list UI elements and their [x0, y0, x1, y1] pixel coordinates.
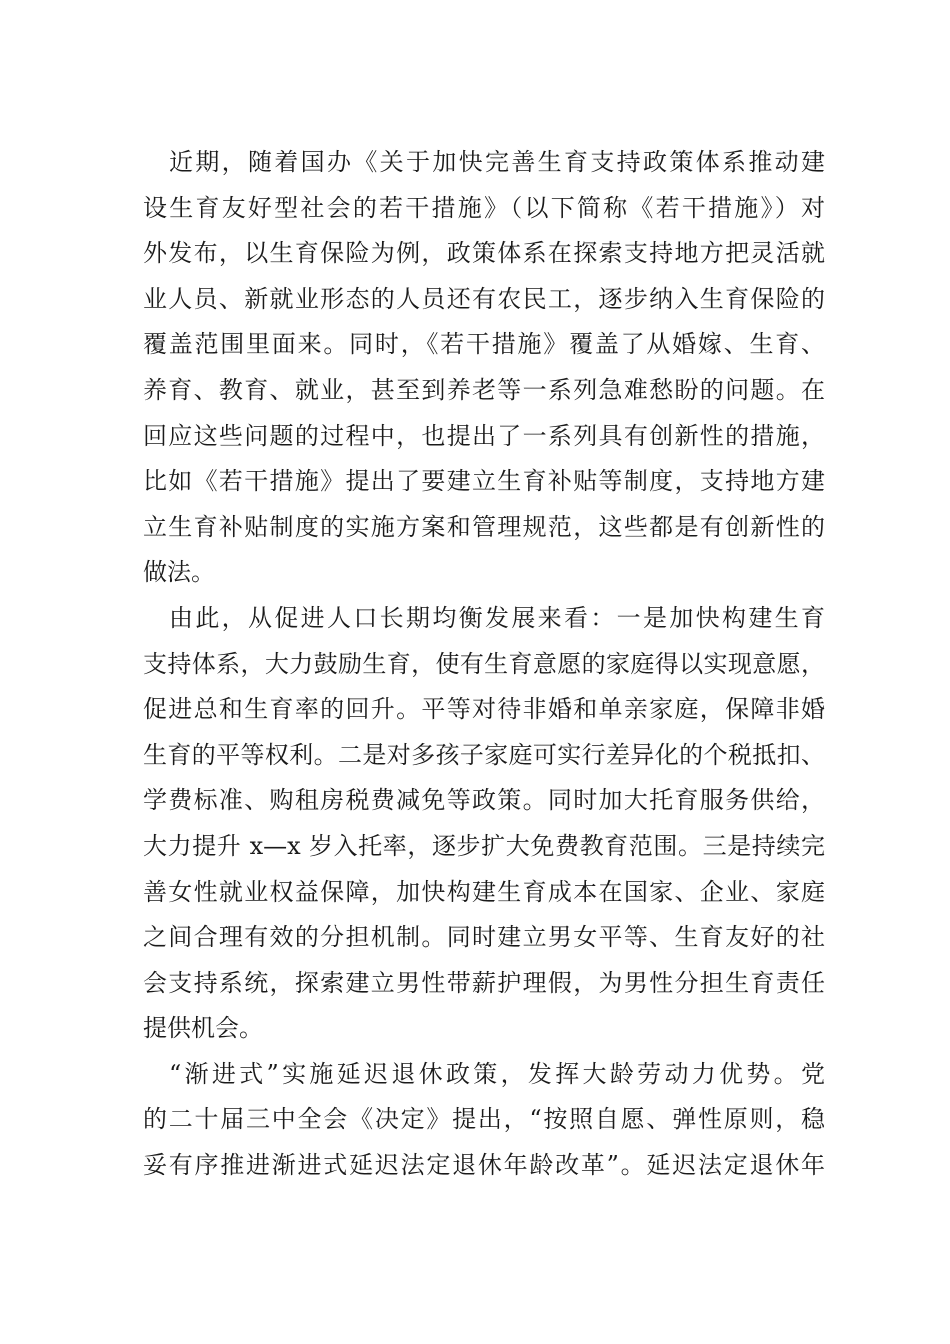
text-line: 外发布，以生育保险为例，政策体系在探索支持地方把灵活就 — [143, 239, 825, 268]
text-line: “渐进式”实施延迟退休政策，发挥大龄劳动力优势。党 — [169, 1059, 825, 1088]
text-line: 由此，从促进人口长期均衡发展来看：一是加快构建生育 — [169, 603, 825, 632]
text-line: 近期，随着国办《关于加快完善生育支持政策体系推动建 — [169, 148, 825, 176]
paragraph-3 — [143, 1052, 825, 1189]
text-line: 做法。 — [143, 558, 215, 587]
text-line: 学费标准、购租房税费减免等政策。同时加大托育服务供给， — [143, 786, 825, 815]
text-line: 业人员、新就业形态的人员还有农民工，逐步纳入生育保险的 — [143, 284, 825, 313]
text-line: 养育、教育、就业，甚至到养老等一系列急难愁盼的问题。在 — [143, 375, 825, 404]
text-line: 大力提升 x—x 岁入托率，逐步扩大免费教育范围。三是持续完 — [143, 831, 825, 860]
text-line: 覆盖范围里面来。同时，《若干措施》覆盖了从婚嫁、生育、 — [143, 330, 825, 359]
text-line: 支持体系，大力鼓励生育，使有生育意愿的家庭得以实现意愿， — [143, 649, 825, 678]
text-line: 会支持系统，探索建立男性带薪护理假，为男性分担生育责任 — [143, 968, 825, 997]
text-line: 的二十届三中全会《决定》提出，“按照自愿、弹性原则，稳 — [143, 1105, 825, 1134]
text-line: 之间合理有效的分担机制。同时建立男女平等、生育友好的社 — [143, 923, 825, 952]
text-line: 提供机会。 — [143, 1014, 263, 1043]
text-line: 回应这些问题的过程中，也提出了一系列具有创新性的措施， — [143, 421, 825, 450]
paragraph-1 — [143, 140, 825, 596]
text-line: 生育的平等权利。二是对多孩子家庭可实行差异化的个税抵扣、 — [143, 740, 825, 769]
paragraph-2 — [143, 596, 825, 1052]
text-line: 比如《若干措施》提出了要建立生育补贴等制度，支持地方建 — [143, 467, 825, 496]
text-line: 立生育补贴制度的实施方案和管理规范，这些都是有创新性的 — [143, 512, 825, 541]
text-line: 设生育友好型社会的若干措施》（以下简称《若干措施》）对 — [143, 193, 825, 222]
text-line: 善女性就业权益保障，加快构建生育成本在国家、企业、家庭 — [143, 877, 825, 906]
document-body — [143, 140, 825, 1189]
text-line: 妥有序推进渐进式延迟法定退休年龄改革”。延迟法定退休年 — [143, 1151, 825, 1180]
text-line: 促进总和生育率的回升。平等对待非婚和单亲家庭，保障非婚 — [143, 695, 825, 724]
